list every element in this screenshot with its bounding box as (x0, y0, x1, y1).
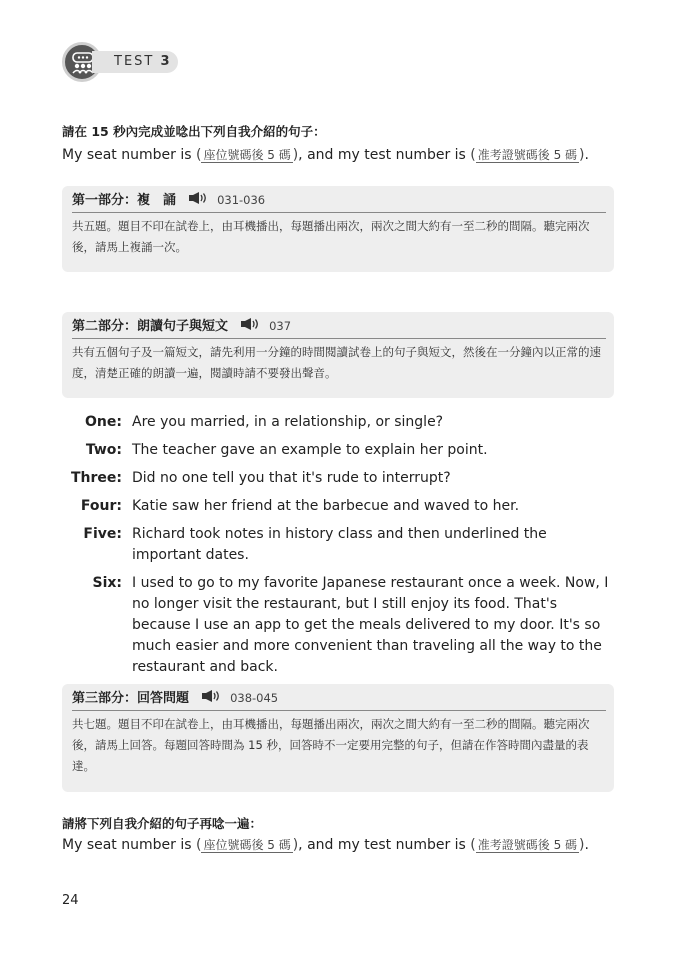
section-3-header (72, 684, 606, 711)
item-text: I used to go to my favorite Japanese restaurant once a week. Now, I no longer visit the restaurant, but I still enjoy its food. That's because I use an app to get the meals delivered to my door. It's so much easier and more convenient than traveling all the way to the restaurant and back. (132, 575, 609, 675)
item-label: Five: (83, 526, 122, 542)
item-label: Three: (70, 470, 122, 486)
test-number: 3 (160, 54, 172, 69)
section-2-track: 037 (269, 319, 292, 333)
intro-instruction: 請在 15 秒內完成並唸出下列自我介紹的句子： (62, 124, 326, 139)
list-item (62, 468, 622, 489)
list-item (62, 524, 622, 566)
list-item (62, 496, 622, 517)
section-3-body: 共七題。題目不印在試卷上，由耳機播出，每題播出兩次，兩次之間大約有一至二秒的間隔。聽完兩次後，請馬上回答。每題回答時間為 15 秒，回答時不一定要用完整的句子，但請在作答時間內盡量的表達。 (72, 717, 590, 773)
speaker-icon (241, 313, 263, 341)
test-label-text: TEST (114, 54, 155, 69)
list-item (62, 440, 622, 461)
section-1-title: 第一部分：複 誦 (72, 193, 177, 208)
speaker-icon (189, 187, 211, 215)
section-1-body: 共五題。題目不印在試卷上，由耳機播出，每題播出兩次，兩次之間大約有一至二秒的間隔。聽完兩次後，請馬上複誦一次。 (72, 219, 590, 254)
item-label: Four: (80, 498, 122, 514)
item-label: Six: (92, 575, 122, 591)
item-text: Did no one tell you that it's rude to interrupt? (132, 470, 451, 486)
page-number: 24 (62, 893, 79, 908)
intro-seat-fill: 座位號碼後 5 碼 (203, 148, 291, 162)
list-item (62, 412, 622, 433)
reading-items (62, 412, 622, 685)
item-text: The teacher gave an example to explain her point. (132, 442, 488, 458)
intro-test-fill: 准考證號碼後 5 碼 (477, 148, 578, 162)
intro-seat-line: My seat number is ( 座位號碼後 5 碼 ), and my test number is ( 准考證號碼後 5 碼 ). (62, 147, 589, 163)
intro-mid-text: , and my test number is (298, 147, 466, 163)
outro-mid-text: , and my test number is (298, 837, 466, 853)
section-2-box (62, 312, 614, 398)
intro-seat-prefix: My seat number is (62, 147, 192, 163)
item-label: One: (85, 414, 122, 430)
section-3-box (62, 684, 614, 792)
intro-end: . (584, 147, 589, 163)
outro-seat-fill: 座位號碼後 5 碼 (203, 838, 291, 852)
item-text: Richard took notes in history class and then underlined the important dates. (132, 526, 547, 563)
item-text: Are you married, in a relationship, or single? (132, 414, 444, 430)
item-label: Two: (85, 442, 122, 458)
section-2-header (72, 312, 606, 339)
section-1-track: 031-036 (217, 193, 266, 207)
section-2-title: 第二部分：朗讀句子與短文 (72, 319, 229, 334)
section-1-header (72, 186, 606, 213)
outro-instruction: 請將下列自我介紹的句子再唸一遍： (62, 816, 263, 831)
outro-test-fill: 准考證號碼後 5 碼 (477, 838, 578, 852)
section-3-track: 038-045 (230, 691, 279, 705)
section-3-title: 第三部分：回答問題 (72, 691, 190, 706)
speaker-icon (202, 685, 224, 713)
list-item (62, 573, 622, 678)
outro-seat-line: My seat number is ( 座位號碼後 5 碼 ), and my test number is ( 准考證號碼後 5 碼 ). (62, 837, 589, 853)
outro-end: . (584, 837, 589, 853)
section-1-box (62, 186, 614, 272)
test-label (92, 51, 178, 73)
item-text: Katie saw her friend at the barbecue and waved to her. (132, 498, 520, 514)
outro-seat-prefix: My seat number is (62, 837, 192, 853)
section-2-body: 共有五個句子及一篇短文，請先利用一分鐘的時間閱讀試卷上的句子與短文，然後在一分鐘內以正常的速度，清楚正確的朗讀一遍，閱讀時請不要發出聲音。 (72, 345, 601, 380)
